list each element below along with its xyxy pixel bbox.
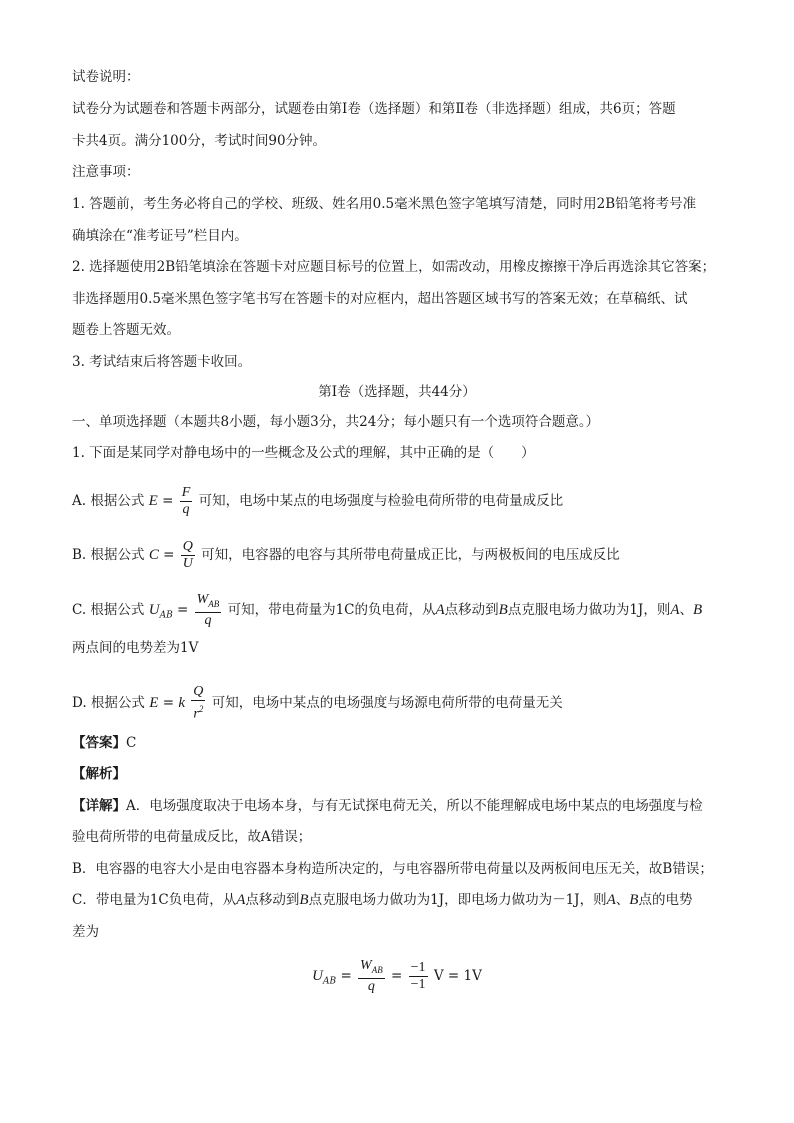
- detail-c-text-2: 点移动到: [245, 892, 300, 908]
- answer-line: [72, 733, 136, 753]
- frac-den-r: r: [193, 706, 199, 722]
- option-c[interactable]: [72, 592, 702, 629]
- notice-1-line1: 1. 答题前，考生务必将自己的学校、班级、姓名用0.5毫米黑色签字笔填写清楚，同时用2B铅笔将考号准: [72, 196, 697, 212]
- detail-line2: 验电荷所带的电荷量成反比，故A错误；: [72, 829, 312, 845]
- sub-AB: AB: [371, 964, 383, 975]
- detail-line5: 差为: [72, 924, 99, 940]
- point-A: A: [670, 601, 680, 618]
- frac-den-U: U: [182, 556, 193, 571]
- detail-c-text-1: C．带电量为1C负电荷，从: [72, 892, 237, 908]
- section-title: 第Ⅰ卷（选择题，共44分）: [318, 384, 476, 400]
- option-b-prefix: B. 根据公式: [72, 547, 145, 563]
- exp-2: 2: [198, 704, 204, 714]
- sub-AB: AB: [208, 598, 220, 609]
- frac-num-Q: Q: [182, 539, 193, 554]
- notice-2-line1: 2. 选择题使用2B铅笔填涂在答题卡对应题目标号的位置上，如需改动，用橡皮擦擦干净后再选涂其它答案；: [72, 259, 716, 275]
- display-equation: [0, 958, 794, 1000]
- detail-c-text-3: 点克服电场力做功为1J，即电场力做功为－1J，则: [308, 892, 607, 908]
- point-B: B: [693, 601, 703, 618]
- option-c-text-2: 点移动到: [444, 601, 499, 618]
- option-c-line2: 两点间的电势差为1V: [72, 640, 199, 656]
- analysis-label: 【解析】: [72, 766, 126, 782]
- frac-den-neg1: −1: [410, 977, 426, 992]
- option-b-text: 可知，电容器的电容与其所带电荷量成正比，与两极板间的电压成反比: [201, 547, 620, 563]
- notice-2-line2: 非选择题用0.5毫米黑色签字笔书写在答题卡的对应框内，超出答题区域书写的答案无效；在草稿纸、试: [72, 291, 688, 307]
- option-a[interactable]: [72, 485, 563, 518]
- detail-label: 【详解】: [72, 798, 126, 814]
- formula-c: [148, 592, 228, 628]
- point-A: A: [236, 892, 246, 908]
- intro-paragraph-line1: 试卷分为试题卷和答题卡两部分，试题卷由第Ⅰ卷（选择题）和第Ⅱ卷（非选择题）组成，共6页；答题: [72, 101, 676, 117]
- var-E: E: [149, 694, 159, 711]
- result: = 1V: [447, 968, 482, 984]
- notice-2-line3: 题卷上答题无效。: [72, 322, 180, 338]
- formula-a: [148, 485, 199, 517]
- detail-line4: [72, 890, 692, 910]
- detail-line3: B．电容器的电容大小是由电容器本身构造所决定的，与电容器所带电荷量以及两板间电压无关，故B错误；: [72, 861, 713, 877]
- question-stem: 1. 下面是某同学对静电场中的一些概念及公式的理解，其中正确的是（ ）: [72, 445, 535, 461]
- frac-num-Q: Q: [193, 684, 204, 699]
- equals: =: [177, 601, 189, 618]
- option-c-text-4: 、: [679, 601, 694, 618]
- notice-1-line2: 确填涂在“准考证号”栏目内。: [72, 228, 248, 244]
- point-A: A: [435, 601, 445, 618]
- notice-title: 注意事项：: [72, 164, 140, 180]
- equals: =: [340, 968, 352, 984]
- frac-num-W: W: [360, 958, 372, 974]
- var-k: k: [178, 694, 185, 711]
- option-d[interactable]: [72, 684, 563, 723]
- option-a-text: 可知，电场中某点的电场强度与检验电荷所带的电荷量成反比: [198, 493, 564, 509]
- answer-label: 【答案】: [72, 735, 126, 751]
- intro-paragraph-line2: 卡共4页。满分100分，考试时间90分钟。: [72, 133, 327, 149]
- equals: =: [391, 968, 403, 984]
- sub-AB: AB: [159, 610, 173, 621]
- point-B: B: [629, 892, 639, 908]
- var-U: U: [148, 601, 160, 618]
- equals: =: [162, 493, 174, 509]
- intro-title: 试卷说明：: [72, 69, 140, 85]
- option-d-prefix: D. 根据公式: [72, 694, 145, 711]
- formula-b: [148, 539, 201, 571]
- option-d-text: 可知，电场中某点的电场强度与场源电荷所带的电荷量无关: [211, 694, 563, 711]
- sub-AB: AB: [323, 976, 337, 987]
- var-E: E: [148, 493, 158, 509]
- option-a-prefix: A. 根据公式: [72, 493, 145, 509]
- answer-value: C: [126, 735, 137, 751]
- point-B: B: [498, 601, 508, 618]
- option-c-prefix: C. 根据公式: [72, 601, 145, 618]
- frac-num-W: W: [196, 592, 209, 607]
- detail-text-1a: A．电场强度取决于电场本身，与有无试探电荷无关，所以不能理解成电场中某点的电场强度与检: [126, 798, 703, 814]
- option-c-text-1: 可知，带电荷量为1C的负电荷，从: [227, 601, 436, 618]
- formula-d: [149, 684, 211, 722]
- notice-3: 3. 考试结束后将答题卡收回。: [72, 354, 252, 370]
- option-c-text-3: 点克服电场力做功为1J，则: [507, 601, 671, 618]
- point-B: B: [299, 892, 309, 908]
- option-b[interactable]: [72, 539, 620, 572]
- unit-V: V: [433, 968, 444, 984]
- detail-c-text-4: 、: [615, 892, 630, 908]
- var-U: U: [312, 968, 324, 984]
- part-heading: 一、单项选择题（本题共8小题，每小题3分，共24分；每小题只有一个选项符合题意。）: [72, 414, 600, 430]
- frac-den-q: q: [367, 978, 375, 994]
- detail-c-text-5: 点的电势: [638, 892, 693, 908]
- detail-line1: [72, 796, 703, 816]
- var-C: C: [148, 547, 159, 563]
- point-A: A: [606, 892, 616, 908]
- equals: =: [162, 694, 175, 711]
- frac-den-q: q: [182, 502, 190, 517]
- frac-num-neg1: −1: [410, 960, 426, 975]
- equals: =: [163, 547, 175, 563]
- frac-num-F: F: [181, 485, 191, 500]
- frac-den-q: q: [204, 612, 212, 628]
